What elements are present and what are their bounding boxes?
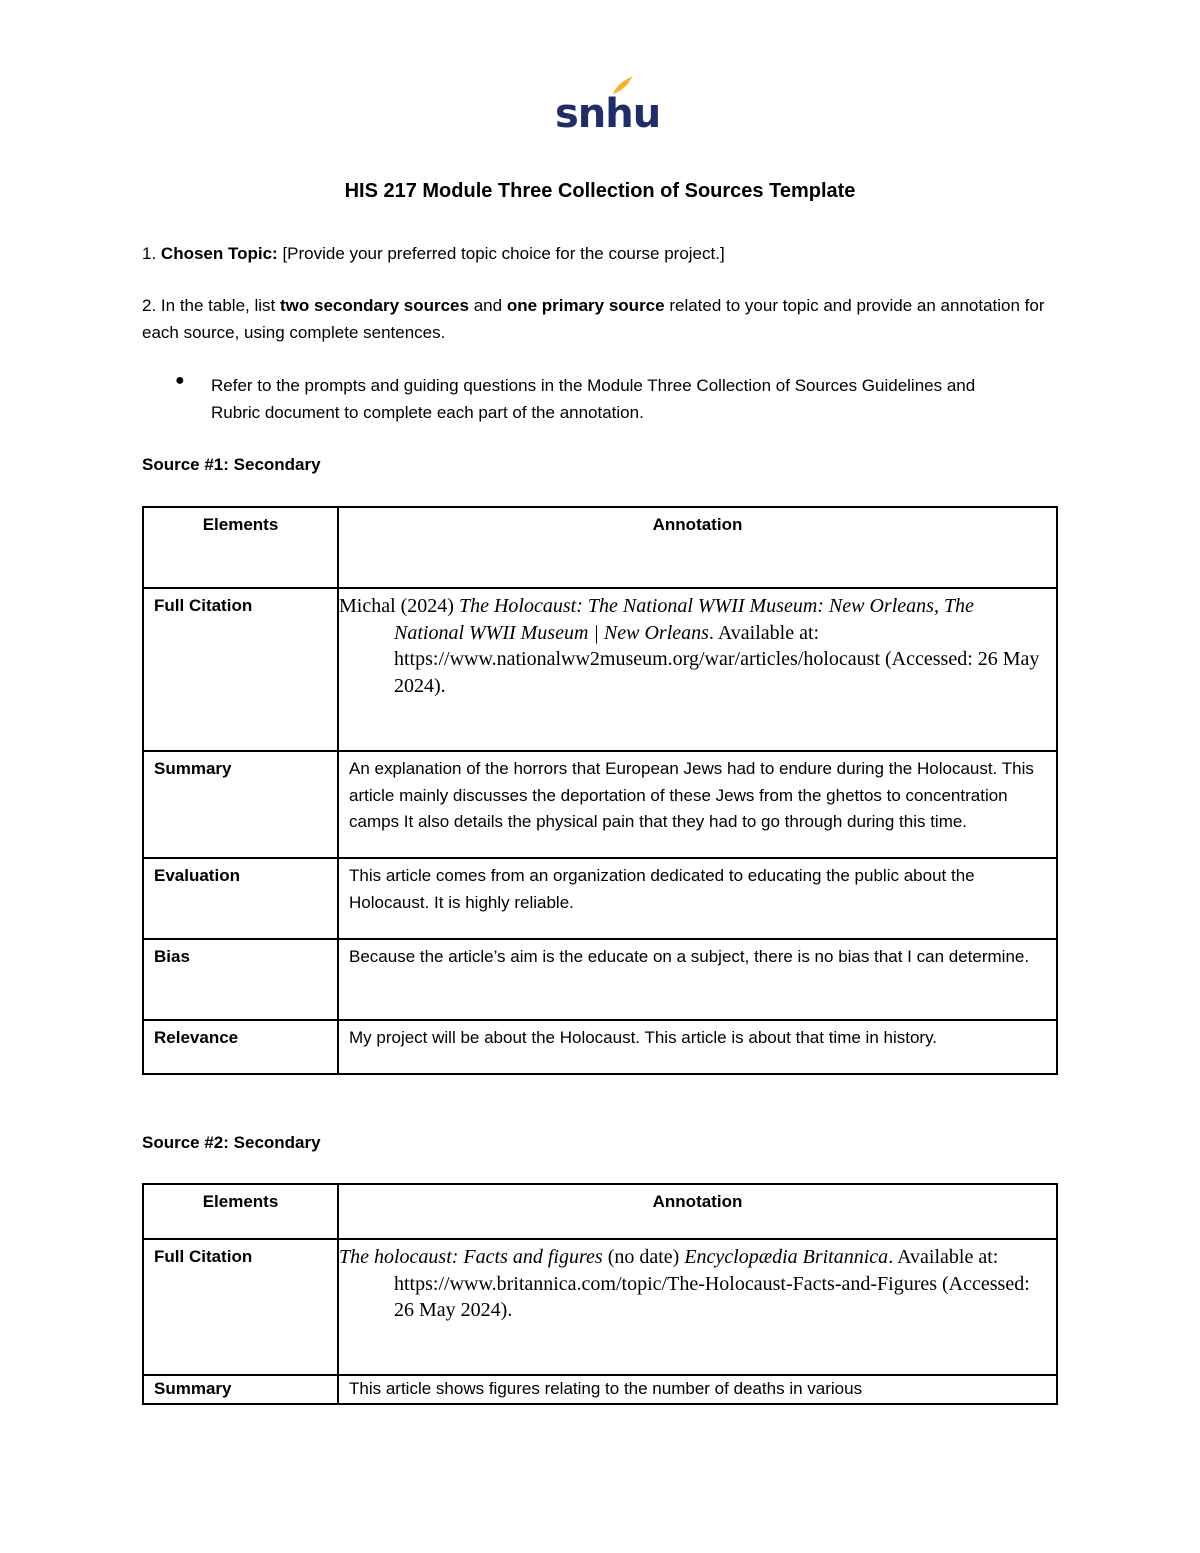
bullet-icon: ● bbox=[175, 372, 185, 389]
instruction-paragraph bbox=[142, 292, 1062, 346]
chosen-topic-label: Chosen Topic: bbox=[160, 244, 278, 263]
citation-publisher: Encyclopædia Britannica bbox=[684, 1246, 889, 1268]
row-text: My project will be about the Holocaust. This article is about that time in history. bbox=[338, 1020, 1057, 1074]
table-header-row bbox=[143, 1184, 1057, 1239]
bullet-text: Refer to the prompts and guiding questions in the Module Three Collection of Sources Guidelines and Rubric document to complete each part of the annotation. bbox=[211, 376, 976, 422]
item-number: 1. bbox=[142, 244, 157, 263]
logo-text: snhu bbox=[555, 91, 661, 137]
citation-publisher: The National WWII Museum | New Orleans bbox=[394, 595, 974, 644]
table-header-row bbox=[143, 507, 1057, 588]
instruction-bold-secondary: two secondary sources bbox=[280, 296, 469, 315]
instruction-text: and bbox=[473, 296, 503, 315]
table-row bbox=[143, 1239, 1057, 1375]
citation-title: The holocaust: Facts and figures bbox=[339, 1246, 603, 1268]
citation-rest: . Available at: https://www.nationalww2museum.org/war/articles/holocaust (Accessed: 26 May 2024). bbox=[394, 621, 1040, 697]
citation-lead: Michal (2024) bbox=[339, 595, 454, 617]
row-label: Relevance bbox=[143, 1020, 338, 1074]
row-text: This article comes from an organization dedicated to educating the public about the Holocaust. It is highly reliable. bbox=[338, 858, 1057, 939]
row-text: This article shows figures relating to the number of deaths in various bbox=[338, 1375, 1057, 1404]
table-row bbox=[143, 1375, 1057, 1404]
source2-table bbox=[142, 1183, 1058, 1405]
chosen-topic-line bbox=[142, 240, 1062, 267]
citation-date: (no date) bbox=[607, 1246, 680, 1268]
table-row bbox=[143, 939, 1057, 1020]
instruction-text: related to your topic and provide an annotation for each source, using complete sentences. bbox=[142, 296, 1045, 342]
table-row bbox=[143, 588, 1057, 751]
row-label: Bias bbox=[143, 939, 338, 1020]
annotation-header: Annotation bbox=[338, 507, 1057, 588]
row-label: Full Citation bbox=[143, 1239, 338, 1375]
citation-comma: , bbox=[933, 595, 939, 617]
row-label: Summary bbox=[143, 1375, 338, 1404]
row-text: Because the article’s aim is the educate on a subject, there is no bias that I can determine. bbox=[338, 939, 1057, 1020]
table-row bbox=[143, 858, 1057, 939]
row-label: Evaluation bbox=[143, 858, 338, 939]
table-row bbox=[143, 1020, 1057, 1074]
chosen-topic-text: [Provide your preferred topic choice for the course project.] bbox=[282, 244, 725, 263]
full-citation bbox=[338, 588, 1057, 751]
instruction-bold-primary: one primary source bbox=[506, 296, 665, 315]
annotation-header: Annotation bbox=[338, 1184, 1057, 1239]
source2-heading: Source #2: Secondary bbox=[142, 1133, 321, 1152]
row-text: An explanation of the horrors that European Jews had to endure during the Holocaust. This article mainly discusses the deportation of these Jews from the ghettos to concentration camps It also details the physical pain that they had to go through during this time. bbox=[338, 751, 1057, 858]
citation-rest: . Available at: https://www.britannica.com/topic/The-Holocaust-Facts-and-Figures (Accessed: 26 May 2024). bbox=[394, 1246, 1030, 1321]
source1-table bbox=[142, 506, 1058, 1075]
table-row bbox=[143, 751, 1057, 858]
elements-header: Elements bbox=[143, 507, 338, 588]
elements-header: Elements bbox=[143, 1184, 338, 1239]
page-title: HIS 217 Module Three Collection of Sources Template bbox=[344, 180, 856, 202]
full-citation bbox=[338, 1239, 1057, 1375]
instruction-text: In the table, list bbox=[160, 296, 276, 315]
source1-heading: Source #1: Secondary bbox=[142, 455, 321, 474]
citation-title: The Holocaust: The National WWII Museum: New Orleans bbox=[458, 595, 934, 617]
item-number: 2. bbox=[142, 296, 157, 315]
snhu-logo bbox=[555, 74, 661, 137]
row-label: Full Citation bbox=[143, 588, 338, 751]
row-label: Summary bbox=[143, 751, 338, 858]
